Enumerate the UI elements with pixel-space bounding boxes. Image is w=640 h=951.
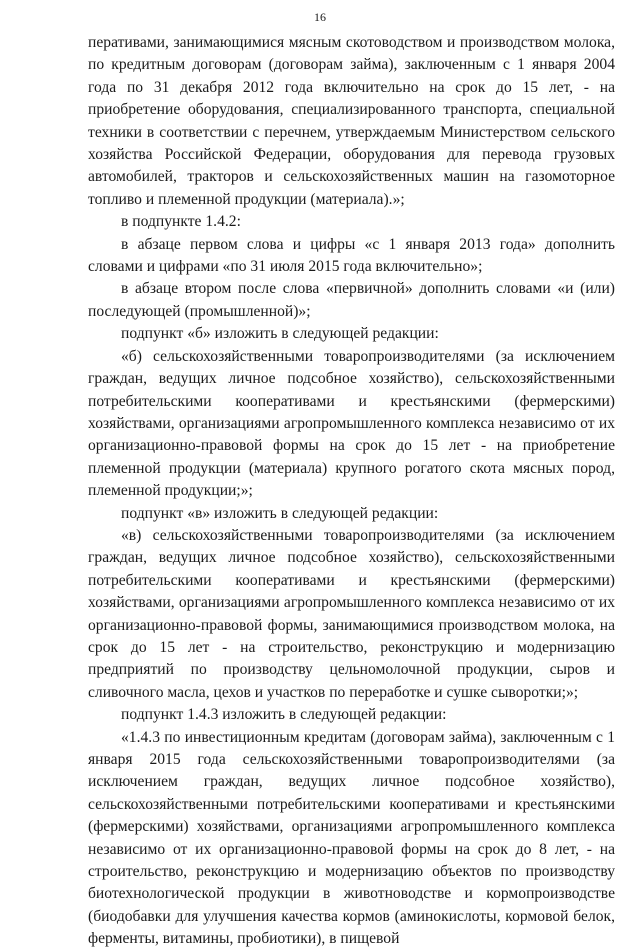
paragraph: «1.4.3 по инвестиционным кредитам (договорам займа), заключенным с 1 января 2015 года сельскохозяйственными товаропроизводителями (за исключением граждан, ведущих личное подсобное хозяйство), сельскохозяйственными потребительскими кооперативами и крестьянскими (фермерскими) хозяйствами, организациями агропромышленного комплекса независимо от их организационно-правовой формы на срок до 8 лет, - на строительство, реконструкцию и модернизацию объектов по производству биотехнологической продукции в животноводстве и кормопроизводстве (биодобавки для улучшения качества кормов (аминокислоты, кормовой белок, ферменты, витамины, пробиотики), в пищевой — [88, 728, 615, 948]
paragraph: в подпункте 1.4.2: — [121, 213, 241, 231]
paragraph: в абзаце втором после слова «первичной» дополнить словами «и (или) последующей (промышленной)»; — [88, 280, 615, 320]
paragraph: подпункт «в» изложить в следующей редакции: — [121, 504, 439, 522]
paragraph: «в) сельскохозяйственными товаропроизводителями (за исключением граждан, ведущих личное подсобное хозяйство), сельскохозяйственными потребительскими кооперативами и крестьянскими (фермерскими) хозяйствами, организациями агропромышленного комплекса независимо от их организационно-правовой формы, занимающимися производством молока, на срок до 15 лет - на строительство, реконструкцию и модернизацию предприятий по производству цельномолочной продукции, сыров и сливочного масла, цехов и участков по переработке и сушке сыворотки;»; — [88, 526, 615, 701]
paragraph: подпункт «б» изложить в следующей редакции: — [121, 325, 439, 343]
page-number: 16 — [314, 10, 326, 24]
paragraph: в абзаце первом слова и цифры «с 1 января 2013 года» дополнить словами и цифрами «по 31 июля 2015 года включительно»; — [88, 235, 615, 276]
paragraph: подпункт 1.4.3 изложить в следующей редакции: — [121, 706, 447, 724]
paragraph: перативами, занимающимися мясным скотоводством и производством молока, по кредитным договорам (договорам займа), заключенным с 1 января 2004 года по 31 декабря 2012 года включительно на срок до 15 лет, - на приобретение оборудования, специализированного транспорта, специальной техники в соответствии с перечнем, утверждаемым Министерством сельского хозяйства Российской Федерации, оборудования для перевода грузовых автомобилей, тракторов и сельскохозяйственных машин на газомоторное топливо и племенной продукции (материала).»; — [88, 34, 615, 208]
document-body — [88, 32, 615, 951]
paragraph: «б) сельскохозяйственными товаропроизводителями (за исключением граждан, ведущих личное подсобное хозяйство), сельскохозяйственными потребительскими кооперативами и крестьянскими (фермерскими) хозяйствами, организациями агропромышленного комплекса независимо от их организационно-правовой формы на срок до 15 лет - на приобретение племенной продукции (материала) крупного рогатого скота мясных пород, племенной продукции;»; — [88, 347, 615, 500]
